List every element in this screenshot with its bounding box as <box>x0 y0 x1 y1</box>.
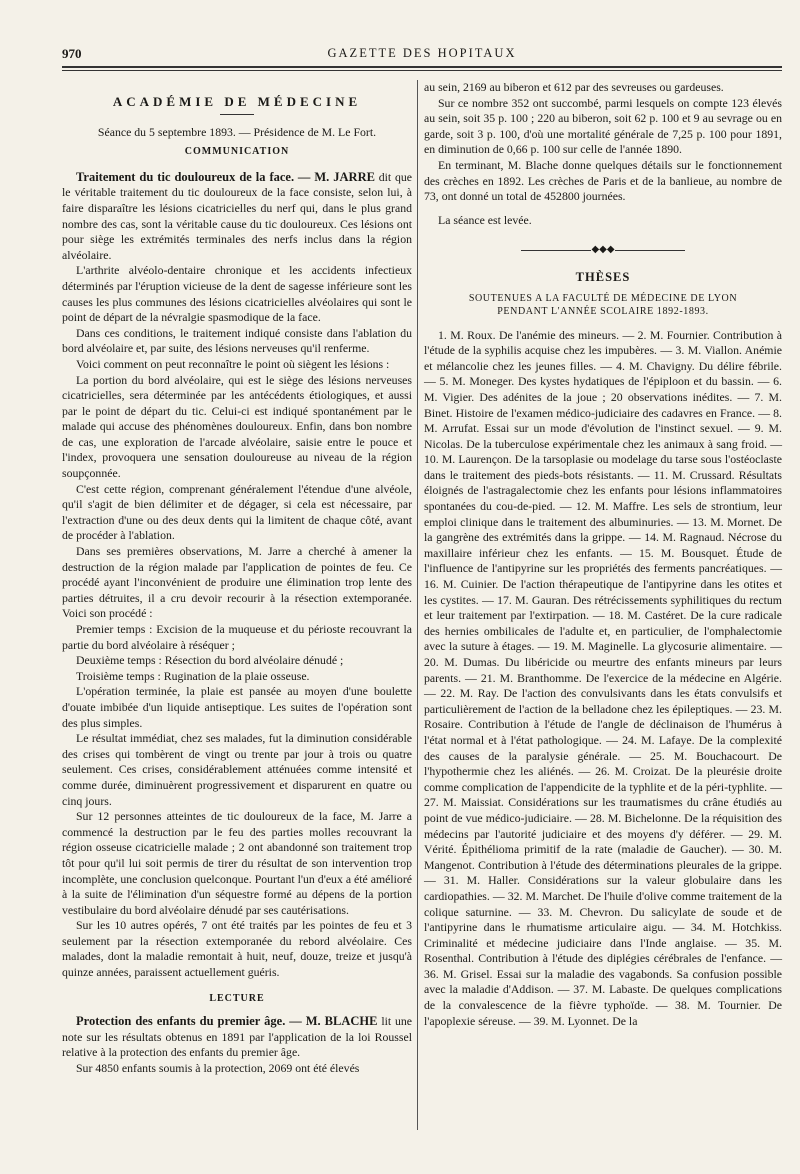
paragraph: Sur les 10 autres opérés, 7 ont été traités par les pointes de feu et 3 seulement par la résection extemporanée du rebord alvéolaire. Ces malades, dont la maladie remontait à huit, neuf, douze, treize et jusqu'à quinze années, paraissent actuellement guéris. <box>62 918 412 980</box>
theses-list: 1. M. Roux. De l'anémie des mineurs. — 2. M. Fournier. Contribution à l'étude de la syphilis acquise chez les impubères. — 3. M. Viallon. Anémie et mélancolie chez les jeunes filles. — 4. M. Chavigny. Du délire fébrile. — 5. M. Moneger. Des kystes hydatiques de l'épiploon et du bassin. — 6. M. Vigier. Des adénites de la joue ; 20 observations inédites. — 7. M. Binet. Histoire de l'examen médico-judiciaire des cadavres en France. — 8. M. Arrufat. Essai sur un mode d'évolution de l'instinct sexuel. — 9. M. Nicolas. De la tuberculose expérimentale chez les animaux à sang froid. — 10. M. Laurençon. De la tarsoplasie ou modelage du tarse sous l'ostéoclaste dans le traitement des pieds-bots résistants. — 11. M. Crussard. Résultats éloignés de l'astragalectomie chez les enfants pour lésions inflammatoires spontanées du cou-de-pied. — 12. M. Maffre. Les sels de strontium, leur emploi clinique dans le traitement des albuminuries. — 13. M. Mornet. De la gangrène des extrémités dans la grippe. — 14. M. Ragnaud. Nécrose du maxillaire inférieur chez les enfants. — 15. M. Bousquet. Étude de l'influence de l'antipyrine sur les propriétés des ferments pancréatiques. — 16. M. Cuinier. De l'action thérapeutique de l'antipyrine dans les otites et les cystites. — 17. M. Gauran. Des rétrécissements syphilitiques du rectum et leur traitement par l'extirpation. — 18. M. Castéret. De la cure radicale des hernies ombilicales de l'adulte et, en particulier, de l'omphalectomie avec la suture à étages. — 19. M. Maginelle. La glycosurie alimentaire. — 20. M. Dumas. Du libéricide ou meurtre des enfants mineurs par leurs parents. — 21. M. Branthomme. De l'exercice de la médecine en Algérie. — 22. M. Ray. De l'action des convulsivants dans les états convulsifs et particulièrement de l'action de la belladone chez les épileptiques. — 23. M. Rosaire. Contribution à l'étude de l'angle de déclinaison de l'humérus à l'état normal et à l'état pathologique. — 24. M. Lafaye. De la complexité des causes de la paralysie générale. — 25. M. Bouchacourt. De l'hypothermie chez les aliénés. — 26. M. Croizat. De la pleurésie droite comme complication de l'appendicite de la typhlite et de la péri-typhlite. — 27. M. Maissiat. Considérations sur les traumatismes du crâne étudiés au point de vue médico-judiciaire. — 28. M. Bichelonne. De la réquisition des médecins par l'autorité judiciaire et des moyens d'y déférer. — 29. M. Vérité. Épithélioma primitif de la rate (maladie de Gaucher). — 30. M. Mangenot. Contribution à l'étude des déterminations pleurales de la grippe. — 31. M. Haller. Considérations sur la valeur globulaire dans les cardiopathies. — 32. M. Marchet. De l'huile d'olive comme traitement de la colique saturnine. — 33. M. Chevron. Du salicylate de soude et de l'antipyrine dans le rhumatisme articulaire aigu. — 34. M. Hotchkiss. Criminalité et médecine judiciaire dans l'Inde anglaise. — 35. M. Rosenthal. Contribution à l'étude des diplégies cérébrales de l'enfance. — 36. M. Grisel. Essai sur la maladie des vagabonds. Sa confusion possible avec la maladie d'Addison. — 37. M. Labaste. De quelques complications de la convalescence de la fièvre typhoïde. — 38. M. Tournier. De l'apoplexie séreuse. — 39. M. Lyonnet. De la <box>424 327 782 1028</box>
paragraph: C'est cette région, comprenant généralement l'étendue d'une alvéole, qu'il s'agit de bien délimiter et de dégager, si cela est nécessaire, par l'extraction d'une ou des deux dents qui la limitent de chaque côté, avant de procéder à l'ablation. <box>62 481 412 543</box>
paragraph: Troisième temps : Rugination de la plaie osseuse. <box>76 668 310 683</box>
left-column <box>62 80 412 1077</box>
paragraph: Le résultat immédiat, chez ses malades, fut la diminution considérable des crises qui tombèrent de vingt ou trente par jour à trois ou quatre seulement. Ces crises, considérablement atténuées comme intensité et comme durée, diminuèrent progressivement et disparurent en quatre ou cinq jours. <box>62 731 412 808</box>
paragraph: La séance est levée. <box>438 212 532 227</box>
article-author: — M. JARRE <box>297 169 375 184</box>
seance-line: Séance du 5 septembre 1893. — Présidence de M. Le Fort. <box>97 124 377 139</box>
paragraph: L'arthrite alvéolo-dentaire chronique et les accidents infectieux déterminés par l'éruption vicieuse de la dent de sagesse inférieure sont les causes les plus communes des lésions cicatricielles alvéolaires qui sont le point de départ de la névralgie spasmodique de la face. <box>62 263 412 325</box>
running-title: GAZETTE DES HOPITAUX <box>327 46 517 60</box>
article-author: — M. BLACHE <box>289 1014 378 1029</box>
paragraph: Voici comment on peut reconnaître le point où siègent les lésions : <box>76 356 390 371</box>
article-blache <box>62 1014 412 1061</box>
header-rule-thick <box>62 66 782 68</box>
paragraph: Deuxième temps : Résection du bord alvéolaire dénudé ; <box>76 653 344 668</box>
page-number: 970 <box>62 46 82 61</box>
academie-heading: ACADÉMIE DE MÉDECINE <box>112 94 362 109</box>
theses-title: THÈSES <box>575 269 631 284</box>
column-separator <box>417 80 418 1130</box>
theses-subtitle <box>424 292 782 318</box>
paragraph: En terminant, M. Blache donne quelques détails sur le fonctionnement des crèches en 1892. Les crèches de Paris et de la banlieue, au nombre de 73, ont donné un total de 452800 journées. <box>424 157 782 204</box>
section-communication: COMMUNICATION <box>184 146 290 158</box>
section-ornament: ◆◆◆ <box>424 242 782 258</box>
article-title: Traitement du tic douloureux de la face. <box>76 169 295 184</box>
header-rule-thin <box>62 70 782 71</box>
paragraph: Sur 4850 enfants soumis à la protection, 2069 ont été élevés <box>76 1061 360 1076</box>
paragraph: L'opération terminée, la plaie est pansée au moyen d'une boulette d'ouate imbibée d'un liquide antiseptique. Les suites de l'opération sont des plus simples. <box>62 684 412 730</box>
paragraph: Sur 12 personnes atteintes de tic douloureux de la face, M. Jarre a commencé la destruction par le feu des parties molles recouvrant la région osseuse cicatricielle malade ; 2 ont abandonné son traitement trop tôt pour qu'il lui soit permis de tirer du résultat de son intervention trop incomplète, une conclusion quelconque. Pourtant l'un d'eux a été amélioré à la suite de l'élimination d'un séquestre formé au dépens de la portion vestibulaire du bord alvéolaire dénudé par ses cautérisations. <box>62 809 412 917</box>
paragraph: Dans ses premières observations, M. Jarre a cherché à amener la destruction de la région malade par l'application de pointes de feu. Ce procédé ayant l'inconvénient de produire une élimination trop lente des parties détruites, il a cru devoir recourir à la résection extemporanée. Voici son procédé : <box>62 544 412 621</box>
article-intro: dit que le véritable traitement du tic douloureux de la face consiste, selon lui, à faire disparaître les lésions cicatricielles du nerf qui, dans le plus grand nombre des cas, sont la véritable cause du tic douloureux. Ces lésions ont pour siège les extrémités terminales des nerfs inclus dans la région alvéolaire. <box>62 169 413 262</box>
paragraph: Sur ce nombre 352 ont succombé, parmi lesquels on compte 123 élevés au sein, soit 35 p. 100 ; 220 au biberon, soit 62 p. 100 et 9 au sevrage ou en garde, soit 3 p. 100, d'où une mortalité générale de 7,25 p. 100 pour 1891, en diminution de 0,66 p. 100 sur celle de l'année 1890. <box>424 95 782 157</box>
paragraph: Dans ces conditions, le traitement indiqué consiste dans l'ablation du bord alvéolaire et, par suite, des lésions nerveuses qu'il renferme. <box>62 325 412 356</box>
paragraph: au sein, 2169 au biberon et 612 par des sevreuses ou gardeuses. <box>424 80 724 94</box>
paragraph: La portion du bord alvéolaire, qui est le siège des lésions nerveuses cicatricielles, sera déterminée par les antécédents étiologiques, et aussi par le point de départ du tic. Celui-ci est indiqué spontanément par le malade qui accuse des phénomènes douloureux. Enfin, dans bon nombre de cas, une exploration de l'arcade alvéolaire, saisie entre le pouce et l'index, provoquera une sensation douloureuse au niveau de la région soupçonnée. <box>62 372 412 481</box>
right-column <box>424 80 782 1029</box>
heading-rule <box>220 114 254 115</box>
article-intro: lit une note sur les résultats obtenus en 1891 par l'application de la loi Roussel relative à la protection des enfants du premier âge. <box>62 1014 413 1060</box>
article-jarre <box>62 170 412 264</box>
page-header <box>62 44 782 66</box>
section-lecture: LECTURE <box>209 992 265 1004</box>
article-title: Protection des enfants du premier âge. <box>76 1014 286 1029</box>
paragraph: Premier temps : Excision de la muqueuse et du périoste recouvrant la partie du bord alvéolaire à réséquer ; <box>62 622 412 652</box>
theses-subtitle-line2: PENDANT L'ANNÉE SCOLAIRE 1892-1893. <box>497 305 709 317</box>
theses-subtitle-line1: SOUTENUES A LA FACULTÉ DE MÉDECINE DE LYON <box>468 292 738 304</box>
